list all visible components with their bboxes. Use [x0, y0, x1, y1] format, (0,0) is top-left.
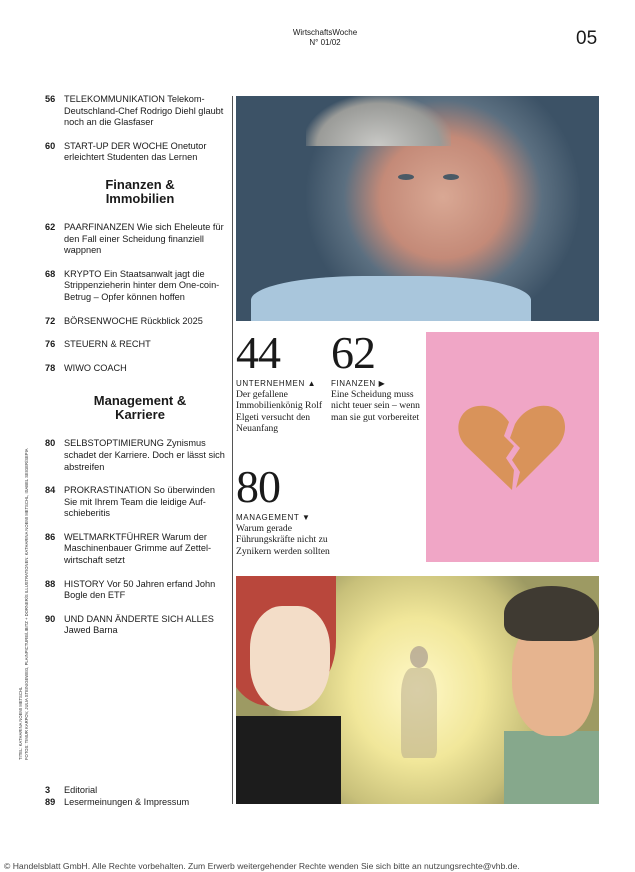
feature-description: Der gefallene Immobilienkönig Rolf Elgeti versucht den Neuanfang — [236, 389, 323, 435]
entry-page: 68 — [45, 268, 56, 279]
section-heading-management: Management & Karriere — [93, 393, 187, 423]
feature-number: 80 — [236, 461, 280, 512]
entry-page: 86 — [45, 531, 56, 542]
toc-entry[interactable] — [45, 614, 225, 637]
section-heading-finance: Finanzen & Immobilien — [105, 176, 175, 206]
entry-text: UND DANN ÄNDERTE SICH ALLES Jawed Barna — [64, 613, 214, 636]
toc-entry[interactable] — [45, 532, 225, 567]
ghost-head — [410, 646, 428, 668]
feature-number: 62 — [331, 327, 375, 378]
broken-heart-photo[interactable] — [426, 332, 599, 562]
masthead-title: WirtschaftsWoche — [292, 28, 358, 37]
entry-page: 56 — [45, 94, 56, 104]
feature-label: UNTERNEHMEN ▲ — [236, 379, 317, 388]
woman-body — [236, 716, 341, 804]
ghost-torso — [401, 668, 437, 758]
toc-entry[interactable] — [45, 785, 225, 797]
toc-bottom — [45, 785, 225, 808]
feature-62[interactable] — [331, 327, 421, 423]
credits-photos: FOTOS: TIMUR KARPOV, JULIA STEINIGEWEG, PLAINPICTURE/LIBITZ + DORNER/S ILLUSTRATIONEN: KATHARINA NOEMI METSCHL, ISABEL SEIGER/SEPIA — [24, 448, 29, 760]
entry-page: 84 — [45, 485, 56, 496]
portrait-hair — [306, 96, 451, 146]
credits — [18, 448, 30, 760]
woman-face — [250, 606, 330, 711]
entry-page: 60 — [45, 140, 56, 151]
portrait-eye-left — [398, 174, 414, 180]
illustration-cynics[interactable] — [236, 576, 599, 804]
column-divider — [232, 96, 233, 804]
entry-page: 72 — [45, 315, 56, 326]
feature-description: Eine Scheidung muss nicht teuer sein – wenn man sie gut vorbereitet — [331, 389, 420, 423]
entry-text: PROKRASTINATION So überwinden Sie mit Ihrem Team die leidige Auf-schieberitis — [64, 485, 215, 519]
issue-number: N° 01/02 — [309, 38, 341, 47]
entry-page: 78 — [45, 362, 56, 373]
entry-text: Editorial — [64, 785, 98, 795]
toc-entry[interactable] — [45, 438, 225, 473]
page-number: 05 — [576, 28, 598, 49]
portrait-photo[interactable] — [236, 96, 599, 321]
feature-number: 44 — [236, 327, 280, 378]
entry-page: 89 — [45, 796, 56, 807]
toc-entry[interactable] — [45, 579, 225, 602]
entry-page: 88 — [45, 578, 56, 589]
toc-entry[interactable] — [45, 222, 225, 257]
entry-text: TELEKOMMUNIKATION Telekom-Deutschland-Chef Rodrigo Diehl glaubt noch an die Glasfaser — [64, 94, 224, 128]
toc-entry[interactable] — [45, 339, 225, 351]
entry-text: WELTMARKTFÜHRER Warum der Maschinenbauer Grimme auf Zettel-wirtschaft setzt — [64, 531, 212, 566]
entry-text: KRYPTO Ein Staatsanwalt jagt die Strippenzieherin hinter dem One-coin-Betrug – Opfer können hoffen — [64, 268, 220, 302]
entry-text: HISTORY Vor 50 Jahren erfand John Bogle den ETF — [64, 578, 216, 601]
copyright-footer: © Handelsblatt GmbH. Alle Rechte vorbehalten. Zum Erwerb weitergehender Rechte wenden Sie sich bitte an nutzungsrechte@vhb.de. — [4, 861, 520, 871]
entry-text: START-UP DER WOCHE Onetutor erleichtert Studenten das Lernen — [64, 140, 207, 163]
toc-entry[interactable] — [45, 94, 225, 129]
portrait-shirt — [251, 276, 531, 321]
credits-title: TITEL: KATHARINA NOEMI METSCHL — [18, 686, 23, 760]
entry-page: 62 — [45, 221, 56, 232]
man-hair — [504, 586, 599, 641]
illustration-man — [504, 586, 599, 804]
entry-text: PAARFINANZEN Wie sich Eheleute für den Fall einer Scheidung finanziell wappnen — [64, 221, 224, 256]
toc-entry[interactable] — [45, 141, 225, 164]
toc-entry[interactable] — [45, 363, 225, 375]
feature-label: FINANZEN ▶ — [331, 379, 386, 388]
toc-entry[interactable] — [45, 316, 225, 328]
entry-text: BÖRSENWOCHE Rückblick 2025 — [64, 315, 203, 326]
masthead — [270, 28, 380, 48]
entry-text: Lesermeinungen & Impressum — [64, 796, 190, 807]
entry-text: SELBSTOPTIMIERUNG Zynismus schadet der Karriere. Doch er lässt sich abstreifen — [64, 438, 225, 472]
entry-page: 3 — [45, 785, 51, 795]
entry-text: WIWO COACH — [64, 362, 127, 373]
illustration-ghost-figure — [398, 646, 440, 761]
portrait-eye-right — [443, 174, 459, 180]
broken-heart-cookie-icon — [456, 402, 568, 492]
feature-44[interactable] — [236, 327, 328, 435]
feature-description: Warum gerade Führungskräfte nicht zu Zynikern werden sollten — [236, 523, 330, 557]
man-body — [504, 731, 599, 804]
illustration-woman — [236, 576, 341, 804]
entry-page: 76 — [45, 339, 56, 350]
table-of-contents — [45, 94, 225, 649]
toc-entry[interactable] — [45, 485, 225, 520]
toc-entry[interactable] — [45, 269, 225, 304]
feature-80[interactable] — [236, 461, 331, 557]
toc-entry[interactable] — [45, 797, 225, 809]
entry-page: 80 — [45, 438, 56, 449]
entry-page: 90 — [45, 613, 56, 624]
feature-label: MANAGEMENT ▼ — [236, 513, 311, 522]
entry-text: STEUERN & RECHT — [64, 339, 151, 350]
